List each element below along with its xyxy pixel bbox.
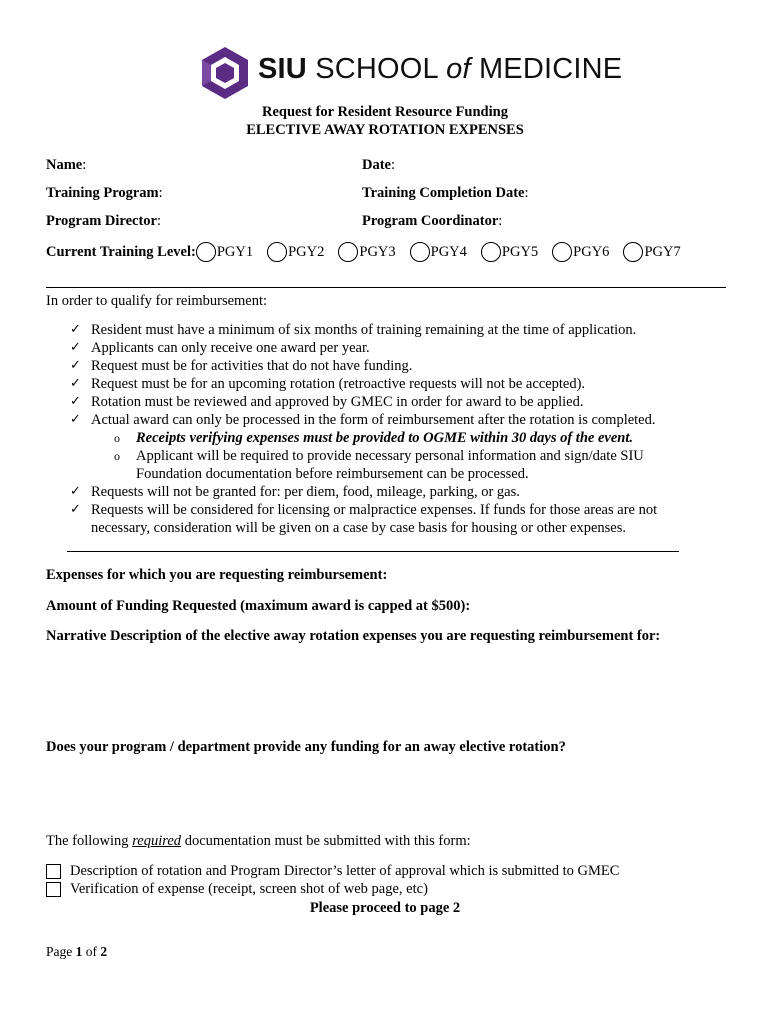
radio-label: PGY7 <box>644 243 681 260</box>
form-subtitle: ELECTIVE AWAY ROTATION EXPENSES <box>246 122 524 138</box>
doc-intro-text: documentation must be submitted with this form: <box>181 833 471 849</box>
radio-pgy2[interactable] <box>267 242 324 262</box>
sub-list-item <box>46 429 706 447</box>
hollow-bullet-icon: o <box>114 449 120 463</box>
radio-pgy4[interactable] <box>410 242 467 262</box>
radio-pgy5[interactable] <box>481 242 538 262</box>
page-number <box>46 944 107 960</box>
siu-logo-mark-icon <box>200 45 250 101</box>
doc-intro-text: The following <box>46 833 133 849</box>
list-item <box>46 339 706 357</box>
training-level-row <box>46 242 695 262</box>
radio-pgy6[interactable] <box>552 242 609 262</box>
documentation-intro <box>46 832 471 850</box>
checkmark-icon: ✓ <box>70 340 81 355</box>
name-field[interactable] <box>46 157 86 174</box>
sub-list-item <box>46 447 706 483</box>
program-coordinator-label: Program Coordinator <box>362 213 499 229</box>
radio-pgy3[interactable] <box>338 242 395 262</box>
list-item <box>46 393 706 411</box>
training-program-field[interactable] <box>46 185 163 202</box>
logo-of: of <box>446 53 471 85</box>
date-field[interactable] <box>362 157 395 174</box>
colon: : <box>498 213 503 229</box>
page-word: Page <box>46 944 73 959</box>
radio-label: PGY6 <box>573 243 610 260</box>
program-director-label: Program Director <box>46 213 157 229</box>
training-completion-date-label: Training Completion Date <box>362 185 525 201</box>
colon: : <box>391 157 396 173</box>
radio-pgy7[interactable] <box>623 242 680 262</box>
checkmark-icon: ✓ <box>70 484 81 499</box>
radio-label: PGY1 <box>216 243 254 260</box>
logo-brand: SIU <box>258 53 307 85</box>
doc-checkbox-item[interactable] <box>46 881 428 898</box>
doc-checkbox-label: Description of rotation and Program Director’s letter of approval which is submitted to GMEC <box>70 863 620 879</box>
logo-school: SCHOOL <box>315 53 438 85</box>
list-item <box>46 321 706 339</box>
list-item <box>46 483 706 501</box>
logo-wordmark <box>258 53 622 86</box>
radio-circle-icon[interactable] <box>552 242 572 262</box>
name-label: Name <box>46 157 83 173</box>
list-item-text: Request must be for activities that do not have funding. <box>91 358 413 374</box>
training-level-label: Current Training Level: <box>46 243 196 260</box>
radio-circle-icon[interactable] <box>267 242 287 262</box>
checkmark-icon: ✓ <box>70 502 81 517</box>
doc-intro-emphasis: required <box>132 833 182 849</box>
radio-pgy1[interactable] <box>196 242 253 262</box>
checkbox-icon[interactable] <box>46 882 61 897</box>
colon: : <box>524 185 529 201</box>
program-director-field[interactable] <box>46 213 161 230</box>
list-item-text: Requests will not be granted for: per diem, food, mileage, parking, or gas. <box>91 484 520 500</box>
eligibility-list <box>46 321 706 537</box>
list-item-text: Request must be for an upcoming rotation (retroactive requests will not be accepted). <box>91 376 586 392</box>
form-title: Request for Resident Resource Funding <box>262 104 508 120</box>
expenses-question: Expenses for which you are requesting reimbursement: <box>46 567 388 583</box>
radio-label: PGY3 <box>359 243 396 260</box>
radio-circle-icon[interactable] <box>196 242 216 262</box>
checkmark-icon: ✓ <box>70 376 81 391</box>
list-item <box>46 357 706 375</box>
radio-circle-icon[interactable] <box>481 242 501 262</box>
radio-circle-icon[interactable] <box>338 242 358 262</box>
colon: : <box>82 157 87 173</box>
checkmark-icon: ✓ <box>70 412 81 427</box>
training-program-label: Training Program <box>46 185 159 201</box>
radio-circle-icon[interactable] <box>410 242 430 262</box>
logo-medicine: MEDICINE <box>478 53 623 85</box>
program-funding-question: Does your program / department provide any funding for an away elective rotation? <box>46 739 566 755</box>
narrative-answer-area[interactable] <box>46 652 726 730</box>
page-total: 2 <box>100 944 108 959</box>
amount-question: Amount of Funding Requested (maximum award is capped at $500): <box>46 598 471 614</box>
doc-checkbox-label: Verification of expense (receipt, screen shot of web page, etc) <box>70 881 428 897</box>
list-item-text: Rotation must be reviewed and approved by GMEC in order for award to be applied. <box>91 394 584 410</box>
page-current: 1 <box>75 944 83 959</box>
colon: : <box>158 185 163 201</box>
eligibility-intro: In order to qualify for reimbursement: <box>46 293 268 309</box>
narrative-question: Narrative Description of the elective away rotation expenses you are requesting reimbursement for: <box>46 628 661 644</box>
list-item <box>46 375 706 393</box>
checkmark-icon: ✓ <box>70 322 81 337</box>
radio-label: PGY4 <box>430 243 467 260</box>
list-item-text: Requests will be considered for licensing or malpractice expenses. If funds for those areas are not necessary, consideration will be given on a case by case basis for housing or other expenses. <box>91 502 658 536</box>
checkmark-icon: ✓ <box>70 358 81 373</box>
hollow-bullet-icon: o <box>114 431 120 445</box>
radio-circle-icon[interactable] <box>623 242 643 262</box>
program-coordinator-field[interactable] <box>362 213 502 230</box>
of-word: of <box>85 944 97 959</box>
checkbox-icon[interactable] <box>46 864 61 879</box>
list-item <box>46 501 706 537</box>
section-divider <box>67 551 679 552</box>
sub-list-item-text: Applicant will be required to provide necessary personal information and sign/date SIU Foundation documentation before reimbursement can be processed. <box>136 448 644 482</box>
date-label: Date <box>362 157 391 173</box>
checkmark-icon: ✓ <box>70 394 81 409</box>
training-completion-date-field[interactable] <box>362 185 528 202</box>
radio-label: PGY5 <box>501 243 539 260</box>
section-divider <box>46 287 726 288</box>
list-item <box>46 411 706 429</box>
sub-list-item-text: Receipts verifying expenses must be provided to OGME within 30 days of the event. <box>136 430 633 446</box>
list-item-text: Actual award can only be processed in the form of reimbursement after the rotation is completed. <box>91 412 656 428</box>
colon: : <box>156 213 162 229</box>
proceed-note: Please proceed to page 2 <box>309 900 461 916</box>
siu-logo <box>200 45 623 103</box>
list-item-text: Resident must have a minimum of six months of training remaining at the time of application. <box>91 322 637 338</box>
radio-label: PGY2 <box>288 243 325 260</box>
list-item-text: Applicants can only receive one award per year. <box>91 340 370 356</box>
program-funding-answer-area[interactable] <box>46 762 726 824</box>
doc-checkbox-item[interactable] <box>46 863 619 880</box>
